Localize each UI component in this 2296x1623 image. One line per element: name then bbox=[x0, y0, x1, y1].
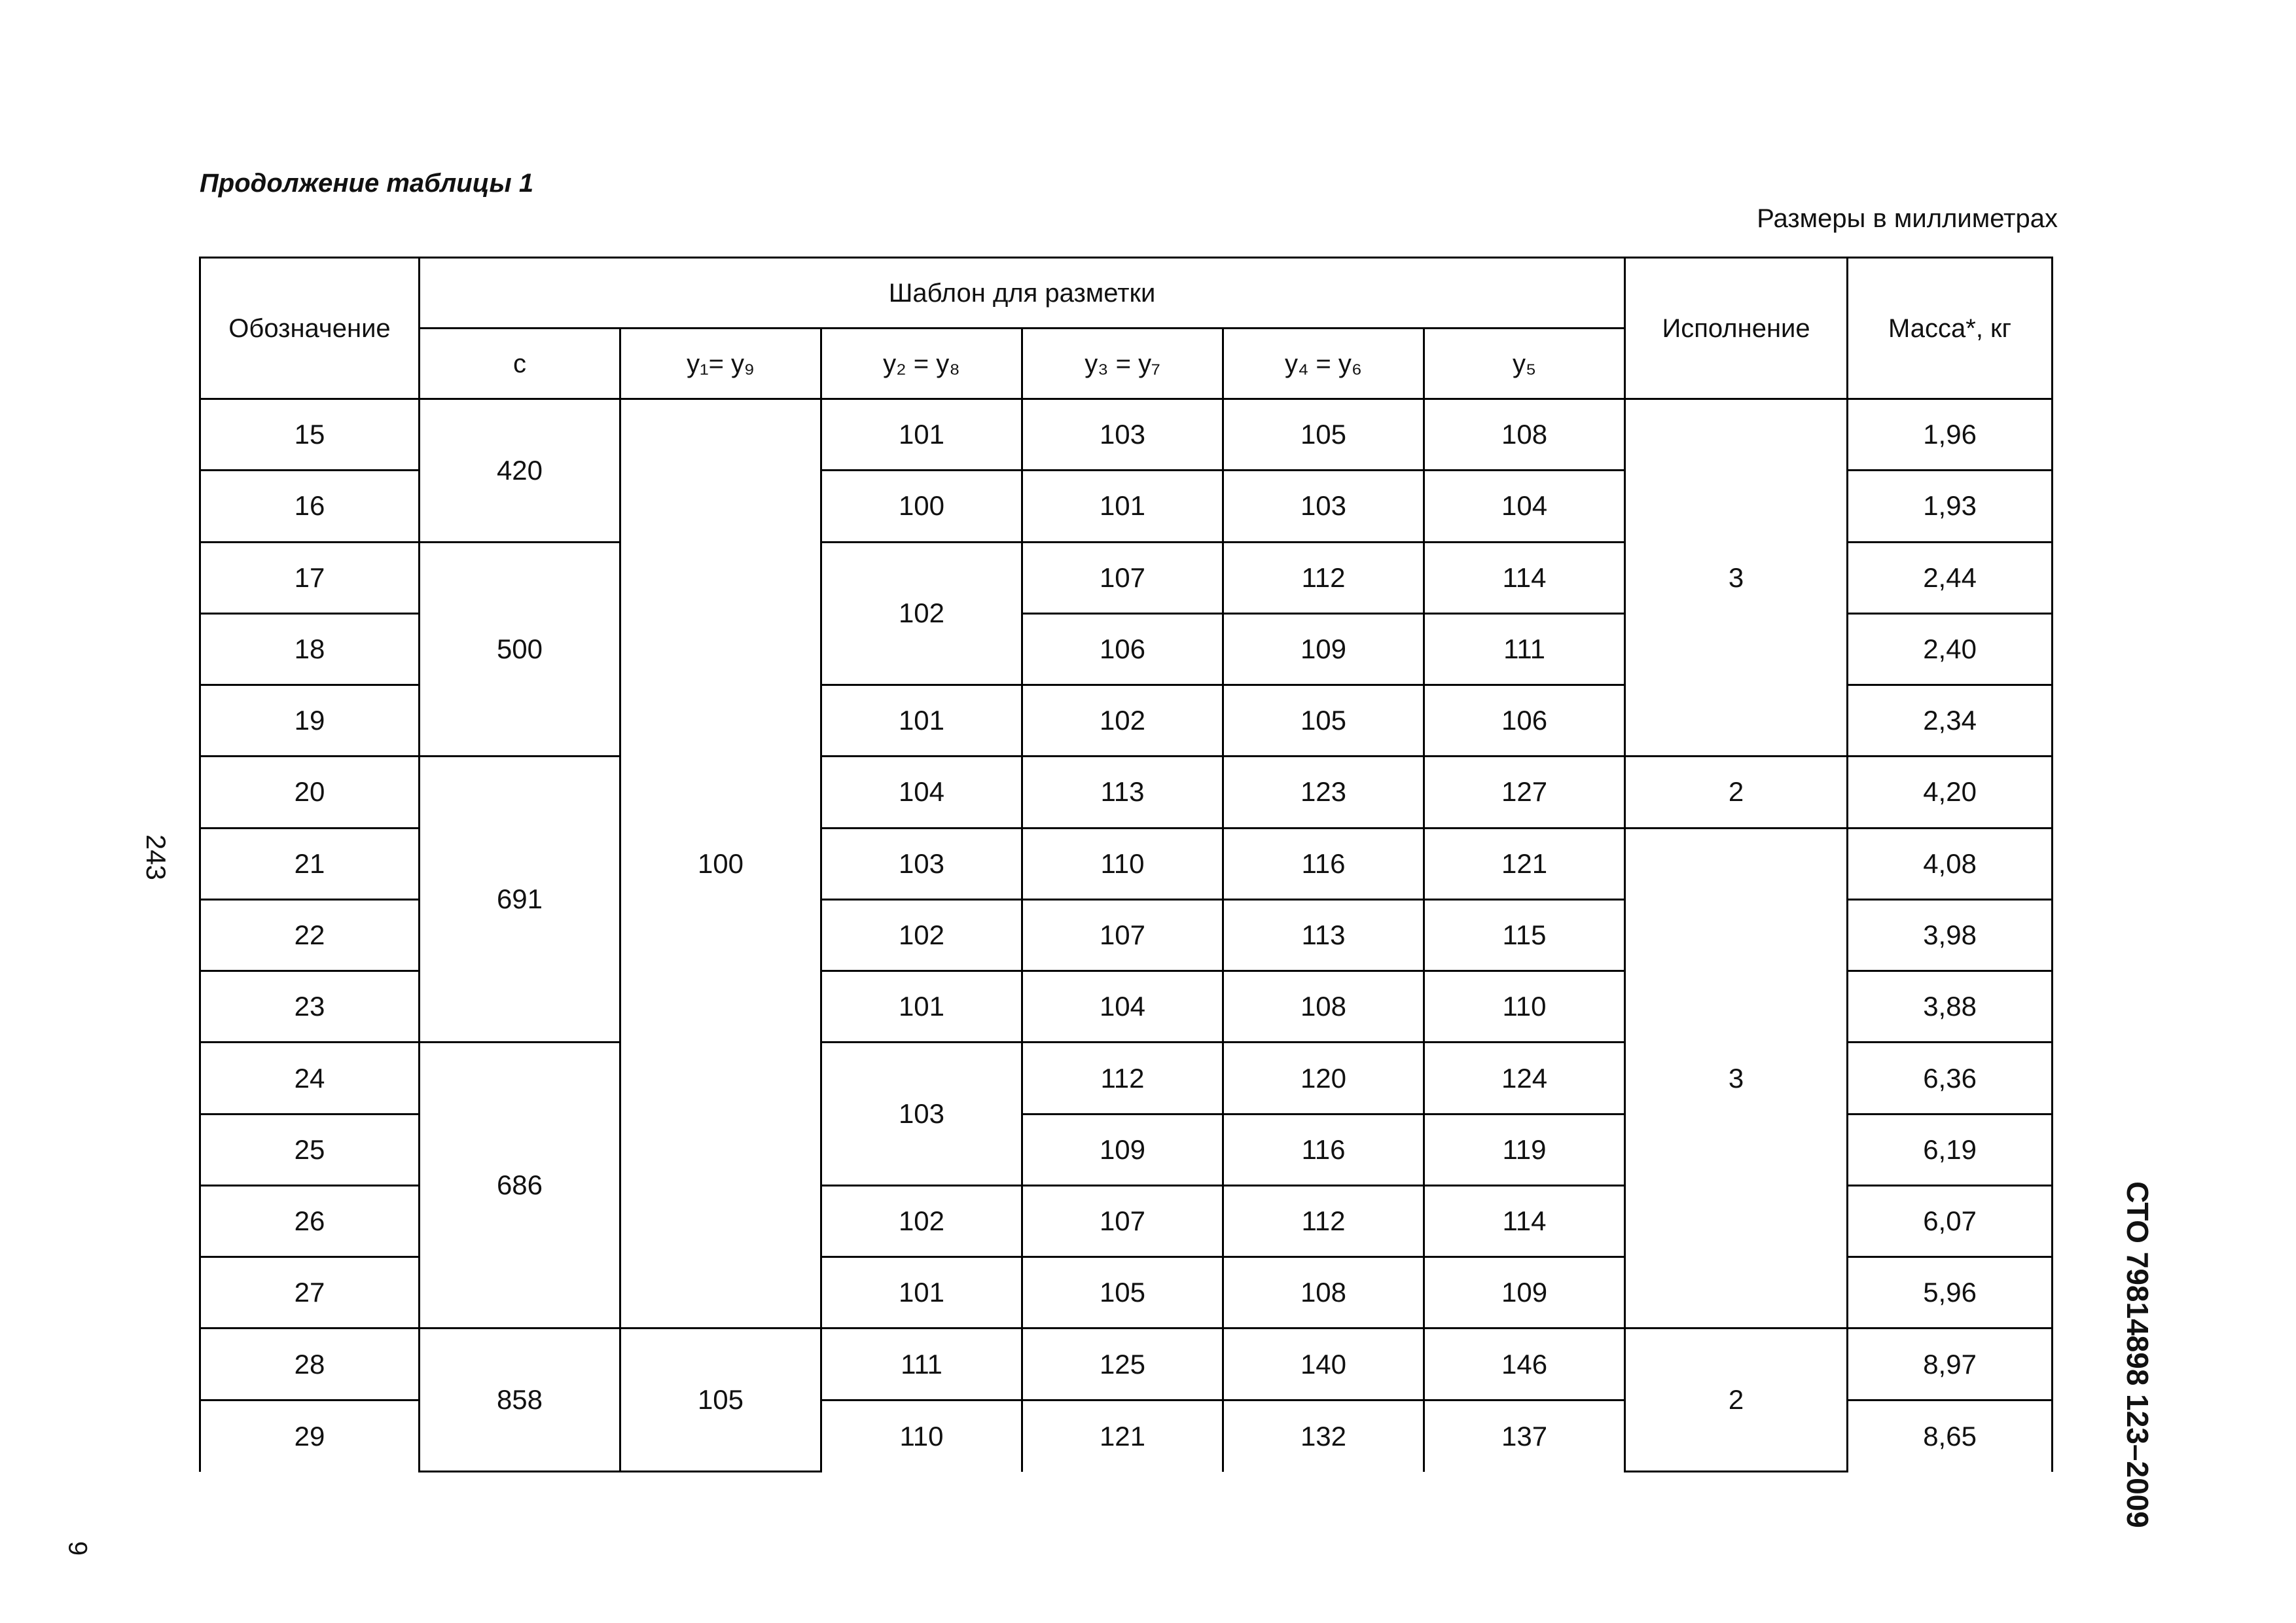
y5-cell: 108 bbox=[1424, 399, 1625, 471]
y5-cell: 106 bbox=[1424, 685, 1625, 757]
y2-y8-cell: 100 bbox=[821, 471, 1022, 542]
y4-y6-cell: 113 bbox=[1223, 899, 1424, 971]
mass-cell: 2,34 bbox=[1848, 685, 2053, 757]
designation-cell: 27 bbox=[200, 1257, 420, 1329]
y1-y9-cell: 105 bbox=[620, 1329, 821, 1472]
header-c: с bbox=[420, 329, 620, 399]
c-cell: 858 bbox=[420, 1329, 620, 1472]
y2-y8-cell: 101 bbox=[821, 971, 1022, 1043]
designation-cell: 24 bbox=[200, 1043, 420, 1114]
page-number: 9 bbox=[63, 1541, 92, 1556]
designation-cell: 16 bbox=[200, 471, 420, 542]
y3-y7-cell: 104 bbox=[1022, 971, 1223, 1043]
c-cell: 500 bbox=[420, 542, 620, 757]
y4-y6-cell: 105 bbox=[1223, 685, 1424, 757]
designation-cell: 28 bbox=[200, 1329, 420, 1400]
units-note: Размеры в миллиметрах bbox=[1757, 204, 2058, 233]
table-row bbox=[200, 1329, 2053, 1400]
y2-y8-cell: 102 bbox=[821, 899, 1022, 971]
y2-y8-cell: 103 bbox=[821, 1043, 1022, 1186]
mass-cell: 1,93 bbox=[1848, 471, 2053, 542]
y5-cell: 146 bbox=[1424, 1329, 1625, 1400]
mass-cell: 2,44 bbox=[1848, 542, 2053, 613]
y2-y8-cell: 103 bbox=[821, 828, 1022, 899]
y3-y7-cell: 102 bbox=[1022, 685, 1223, 757]
header-mass: Масса*, кг bbox=[1848, 258, 2053, 399]
y3-y7-cell: 105 bbox=[1022, 1257, 1223, 1329]
c-cell: 420 bbox=[420, 399, 620, 543]
y3-y7-cell: 110 bbox=[1022, 828, 1223, 899]
y5-cell: 115 bbox=[1424, 899, 1625, 971]
designation-cell: 15 bbox=[200, 399, 420, 471]
table-row bbox=[200, 399, 2053, 471]
mass-cell: 6,19 bbox=[1848, 1114, 2053, 1185]
header-template-group: Шаблон для разметки bbox=[420, 258, 1625, 329]
table-caption: Продолжение таблицы 1 bbox=[200, 169, 534, 198]
header-designation: Обозначение bbox=[200, 258, 420, 399]
y1-y9-cell: 100 bbox=[620, 399, 821, 1329]
y5-cell: 127 bbox=[1424, 757, 1625, 828]
y4-y6-cell: 116 bbox=[1223, 1114, 1424, 1185]
y5-cell: 114 bbox=[1424, 1185, 1625, 1257]
y5-cell: 114 bbox=[1424, 542, 1625, 613]
y4-y6-cell: 108 bbox=[1223, 971, 1424, 1043]
execution-cell: 2 bbox=[1625, 757, 1848, 828]
y2-y8-cell: 101 bbox=[821, 685, 1022, 757]
header-y4-y6: y₄ = y₆ bbox=[1223, 329, 1424, 399]
y3-y7-cell: 107 bbox=[1022, 1185, 1223, 1257]
y2-y8-cell: 101 bbox=[821, 1257, 1022, 1329]
designation-cell: 20 bbox=[200, 757, 420, 828]
y4-y6-cell: 112 bbox=[1223, 542, 1424, 613]
y2-y8-cell: 104 bbox=[821, 757, 1022, 828]
designation-cell: 19 bbox=[200, 685, 420, 757]
mass-cell: 6,36 bbox=[1848, 1043, 2053, 1114]
y3-y7-cell: 113 bbox=[1022, 757, 1223, 828]
c-cell: 686 bbox=[420, 1043, 620, 1329]
y2-y8-cell: 111 bbox=[821, 1329, 1022, 1400]
y4-y6-cell: 120 bbox=[1223, 1043, 1424, 1114]
mass-cell: 1,96 bbox=[1848, 399, 2053, 471]
y5-cell: 104 bbox=[1424, 471, 1625, 542]
designation-cell: 17 bbox=[200, 542, 420, 613]
y4-y6-cell: 116 bbox=[1223, 828, 1424, 899]
y4-y6-cell: 109 bbox=[1223, 613, 1424, 685]
designation-cell: 18 bbox=[200, 613, 420, 685]
header-y1-y9: y₁= y₉ bbox=[620, 329, 821, 399]
y5-cell: 124 bbox=[1424, 1043, 1625, 1114]
table-row bbox=[200, 757, 2053, 828]
execution-cell: 3 bbox=[1625, 828, 1848, 1329]
header-row bbox=[200, 258, 2053, 329]
header-y2-y8: y₂ = y₈ bbox=[821, 329, 1022, 399]
header-execution: Исполнение bbox=[1625, 258, 1848, 399]
y3-y7-cell: 121 bbox=[1022, 1400, 1223, 1471]
mass-cell: 4,08 bbox=[1848, 828, 2053, 899]
mass-cell: 5,96 bbox=[1848, 1257, 2053, 1329]
designation-cell: 29 bbox=[200, 1400, 420, 1471]
mass-cell: 8,97 bbox=[1848, 1329, 2053, 1400]
y2-y8-cell: 110 bbox=[821, 1400, 1022, 1471]
y4-y6-cell: 103 bbox=[1223, 471, 1424, 542]
mass-cell: 6,07 bbox=[1848, 1185, 2053, 1257]
y3-y7-cell: 109 bbox=[1022, 1114, 1223, 1185]
standard-code: СТО 79814898 123–2009 bbox=[2121, 1181, 2155, 1528]
y3-y7-cell: 125 bbox=[1022, 1329, 1223, 1400]
designation-cell: 26 bbox=[200, 1185, 420, 1257]
side-page-number: 243 bbox=[141, 834, 171, 881]
c-cell: 691 bbox=[420, 757, 620, 1043]
execution-cell: 3 bbox=[1625, 399, 1848, 757]
y5-cell: 119 bbox=[1424, 1114, 1625, 1185]
mass-cell: 3,88 bbox=[1848, 971, 2053, 1043]
y3-y7-cell: 107 bbox=[1022, 899, 1223, 971]
execution-cell: 2 bbox=[1625, 1329, 1848, 1472]
header-y3-y7: y₃ = y₇ bbox=[1022, 329, 1223, 399]
y2-y8-cell: 101 bbox=[821, 399, 1022, 471]
y3-y7-cell: 107 bbox=[1022, 542, 1223, 613]
y4-y6-cell: 108 bbox=[1223, 1257, 1424, 1329]
y5-cell: 110 bbox=[1424, 971, 1625, 1043]
mass-cell: 8,65 bbox=[1848, 1400, 2053, 1471]
designation-cell: 25 bbox=[200, 1114, 420, 1185]
y5-cell: 109 bbox=[1424, 1257, 1625, 1329]
mass-cell: 2,40 bbox=[1848, 613, 2053, 685]
mass-cell: 3,98 bbox=[1848, 899, 2053, 971]
y5-cell: 137 bbox=[1424, 1400, 1625, 1471]
designation-cell: 22 bbox=[200, 899, 420, 971]
y3-y7-cell: 106 bbox=[1022, 613, 1223, 685]
y3-y7-cell: 103 bbox=[1022, 399, 1223, 471]
y2-y8-cell: 102 bbox=[821, 1185, 1022, 1257]
designation-cell: 23 bbox=[200, 971, 420, 1043]
y5-cell: 111 bbox=[1424, 613, 1625, 685]
y4-y6-cell: 123 bbox=[1223, 757, 1424, 828]
designation-cell: 21 bbox=[200, 828, 420, 899]
y3-y7-cell: 101 bbox=[1022, 471, 1223, 542]
mass-cell: 4,20 bbox=[1848, 757, 2053, 828]
y4-y6-cell: 132 bbox=[1223, 1400, 1424, 1471]
y5-cell: 121 bbox=[1424, 828, 1625, 899]
y4-y6-cell: 140 bbox=[1223, 1329, 1424, 1400]
header-y5: y₅ bbox=[1424, 329, 1625, 399]
y4-y6-cell: 112 bbox=[1223, 1185, 1424, 1257]
y4-y6-cell: 105 bbox=[1223, 399, 1424, 471]
dimensions-table bbox=[199, 257, 2053, 1472]
y2-y8-cell: 102 bbox=[821, 542, 1022, 685]
y3-y7-cell: 112 bbox=[1022, 1043, 1223, 1114]
